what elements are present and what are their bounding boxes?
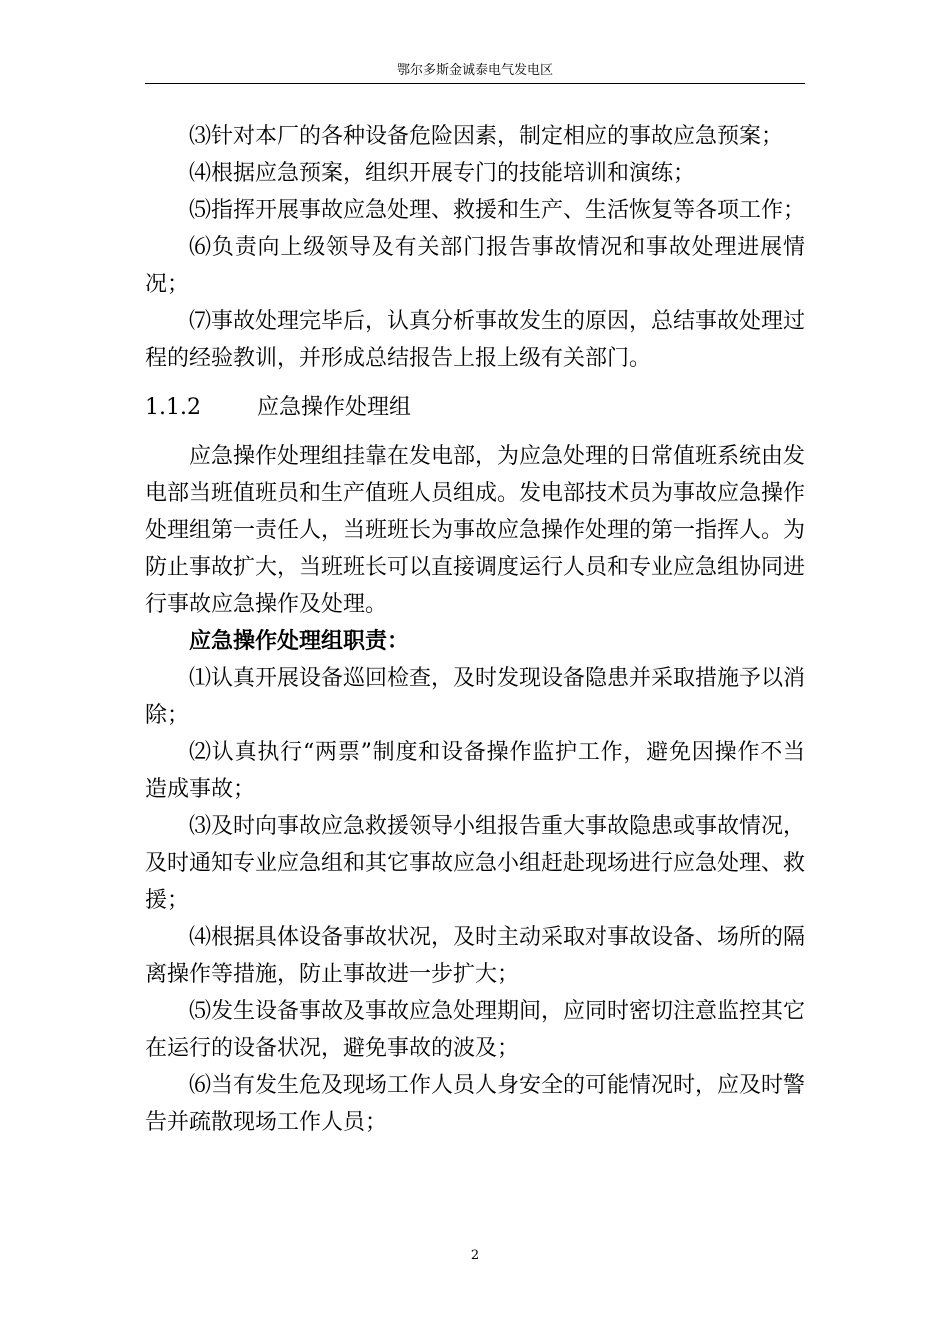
list-item: ⑴认真开展设备巡回检查，及时发现设备隐患并采取措施予以消除；: [145, 666, 806, 728]
document-body: [145, 118, 805, 1141]
list-item: ⑸发生设备事故及事故应急处理期间，应同时密切注意监控其它在运行的设备状况，避免事故的波及；: [145, 999, 806, 1061]
list-item: ⑶针对本厂的各种设备危险因素，制定相应的事故应急预案；: [189, 124, 784, 149]
list-item: ⑷根据应急预案，组织开展专门的技能培训和演练；: [189, 161, 696, 186]
duties-title: 应急操作处理组职责：: [189, 628, 410, 654]
page-number: 2: [470, 1248, 480, 1263]
list-item: ⑸指挥开展事故应急处理、救援和生产、生活恢复等各项工作；: [189, 198, 806, 223]
list-item: ⑵认真执行“两票”制度和设备操作监护工作，避免因操作不当造成事故；: [145, 740, 805, 802]
section-number: 1.1.2: [145, 395, 201, 420]
page-header: 鄂尔多斯金诚泰电气发电区: [396, 63, 553, 78]
intro-paragraph: 应急操作处理组挂靠在发电部，为应急处理的日常值班系统由发电部当班值班员和生产值班人员组成。发电部技术员为事故应急操作处理组第一责任人，当班班长为事故应急操作处理的第一指挥人。为防止事故扩大，当班班长可以直接调度运行人员和专业应急组协同进行事故应急操作及处理。: [145, 444, 806, 617]
section-title: 应急操作处理组: [257, 395, 412, 420]
list-item: ⑶及时向事故应急救援领导小组报告重大事故隐患或事故情况，及时通知专业应急组和其它事故应急小组赶赴现场进行应急处理、救援；: [145, 814, 806, 913]
list-item: ⑹当有发生危及现场工作人员人身安全的可能情况时，应及时警告并疏散现场工作人员；: [145, 1073, 806, 1135]
header-divider: [145, 83, 805, 84]
section-heading: [145, 389, 805, 426]
list-item: ⑹负责向上级领导及有关部门报告事故情况和事故处理进展情况；: [145, 235, 805, 297]
list-item: ⑺事故处理完毕后，认真分析事故发生的原因，总结事故处理过程的经验教训，并形成总结报告上报上级有关部门。: [145, 309, 806, 371]
list-item: ⑷根据具体设备事故状况，及时主动采取对事故设备、场所的隔离操作等措施，防止事故进一步扩大；: [145, 925, 806, 987]
